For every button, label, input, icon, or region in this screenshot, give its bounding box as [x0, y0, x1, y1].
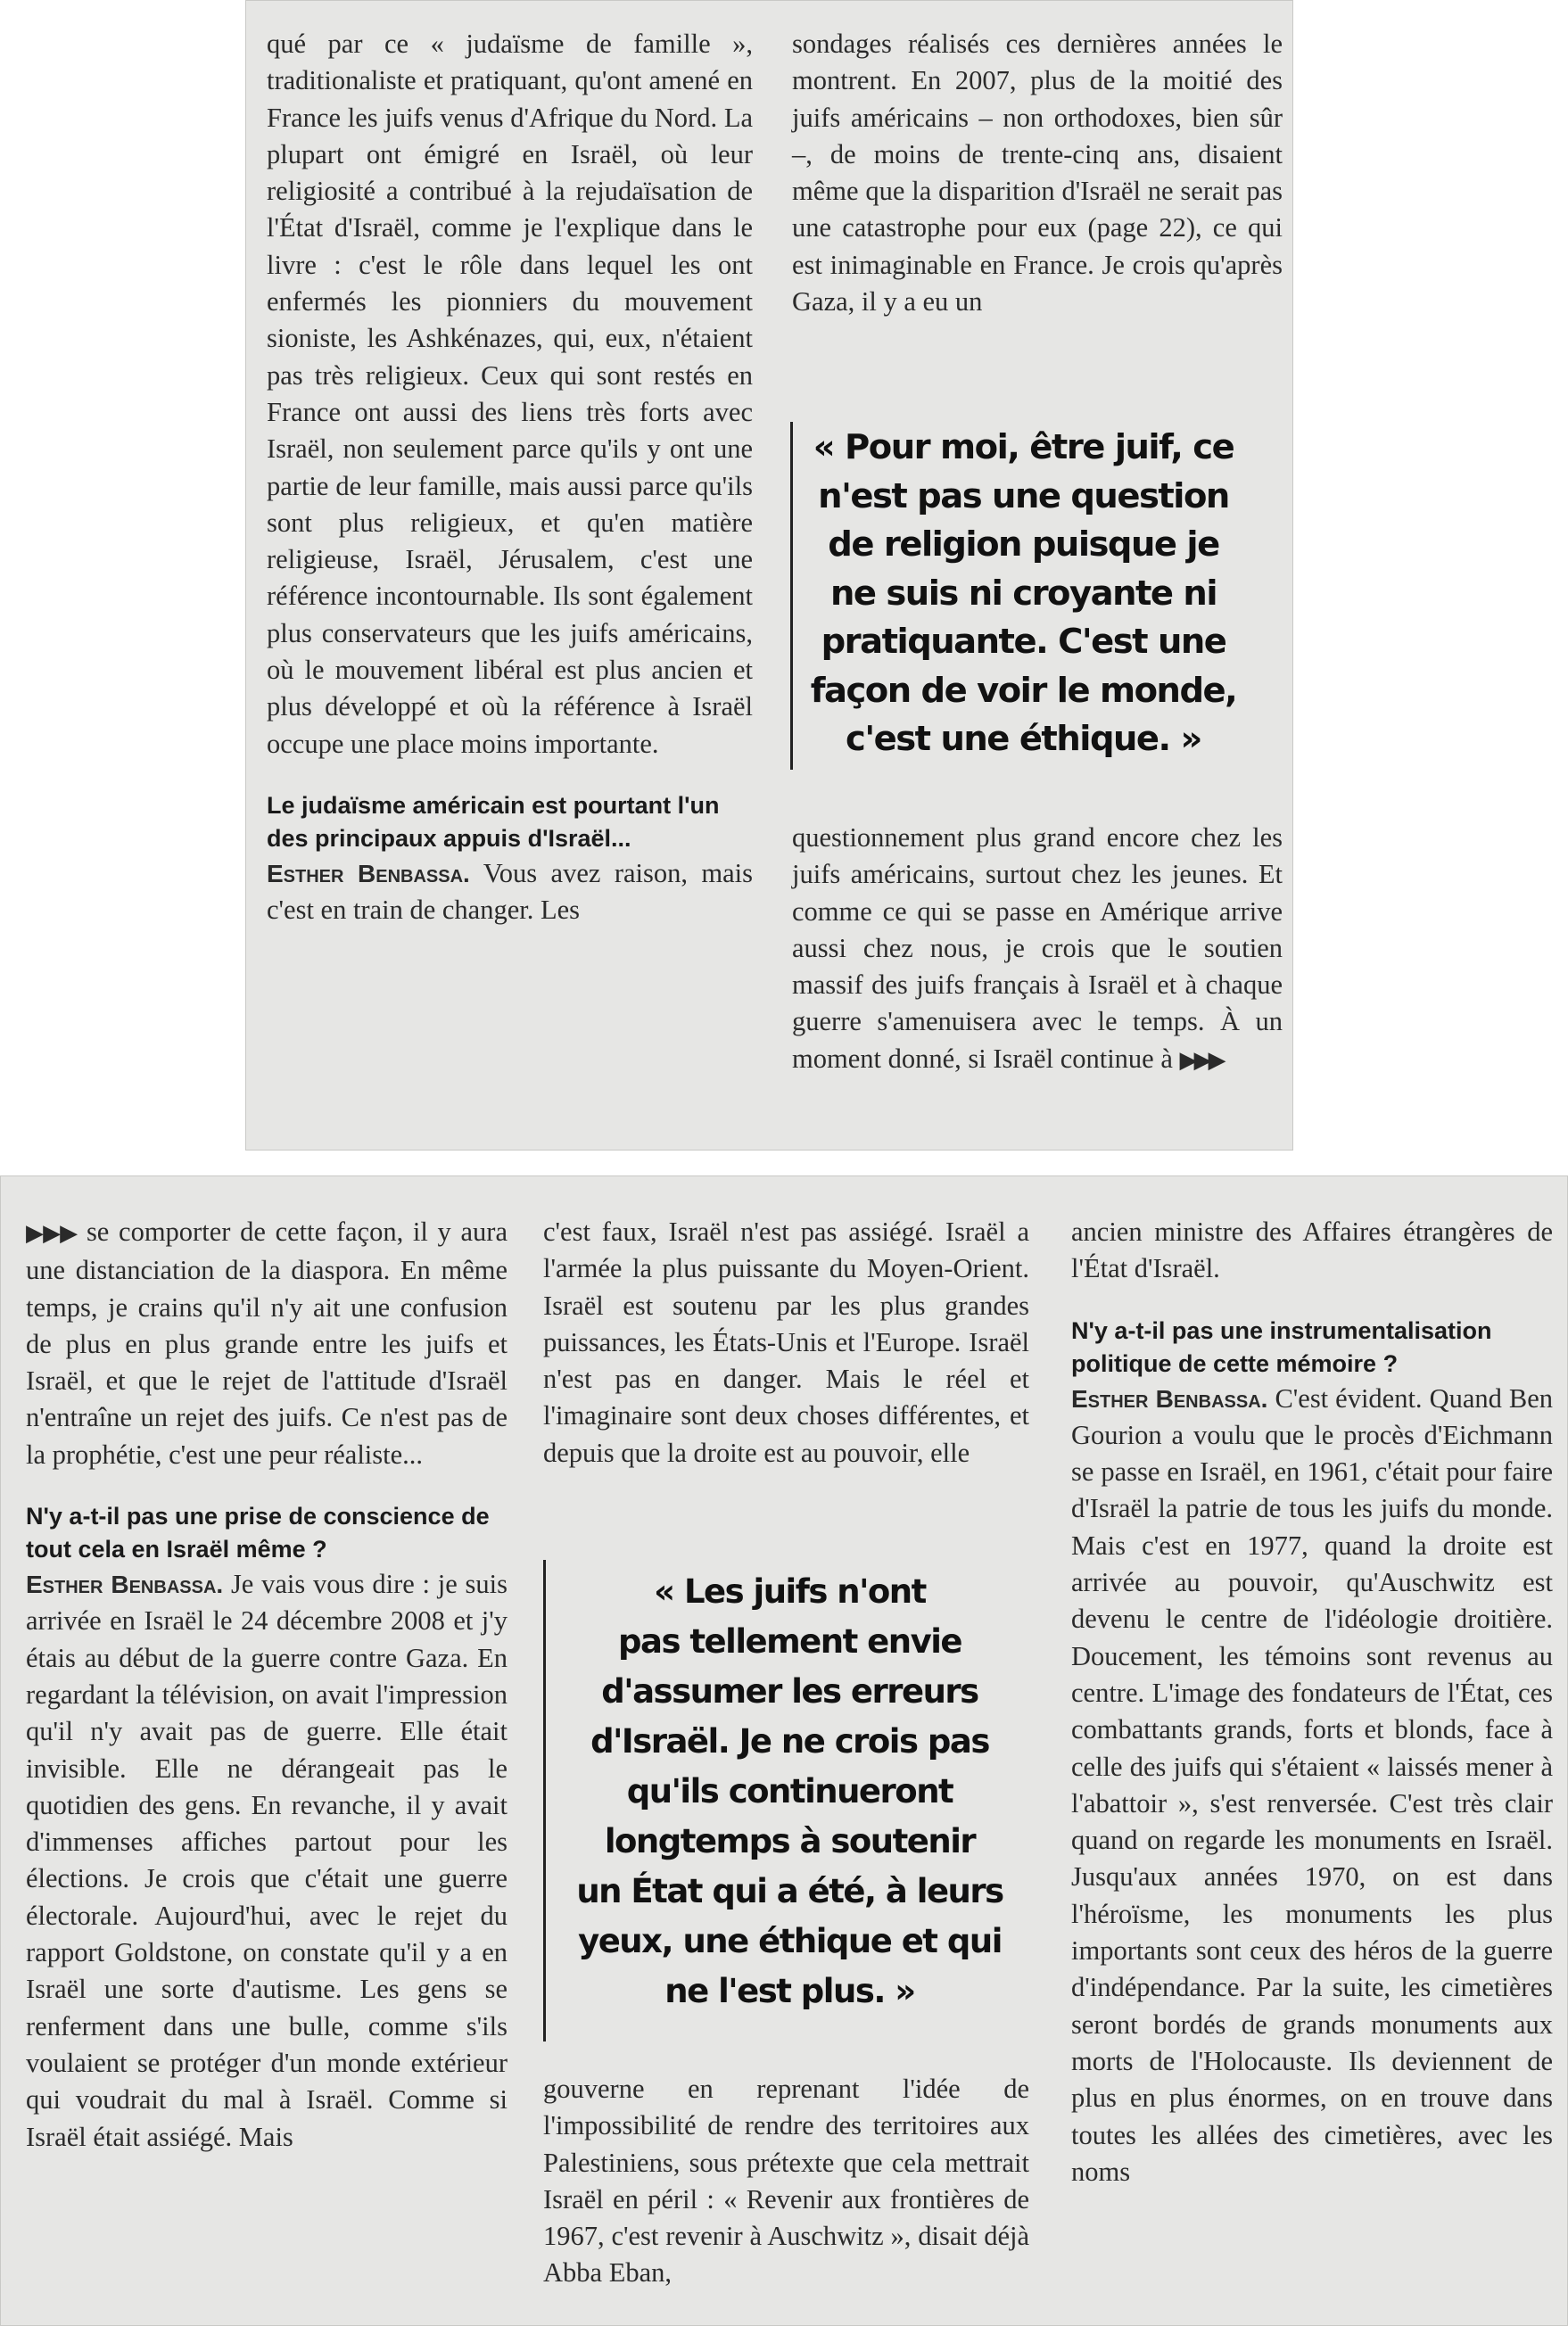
paragraph: qué par ce « judaïsme de famille », traditionaliste et pratiquant, qu'ont amené en France les juifs venus d'Afrique du Nord. La plupart ont émigré en Israël, où leur religiosité a contribué à la rejudaïsation de l'État d'Israël, comme je l'explique dans le livre : c'est le rôle dans lequel les ont enfermés les pionniers du mouvement sioniste, les Ashkénazes, qui, eux, n'étaient pas très religieux. Ceux qui sont restés en France ont aussi des liens très forts avec Israël, non seulement parce qu'ils y ont une partie de leur famille, mais aussi parce qu'ils sont plus religieux, et qu'en matière religieuse, Israël, Jérusalem, c'est une référence incontournable. Ils sont également plus conservateurs que les juifs américains, où le mouvement libéral est plus ancien et plus développé et où la référence à Israël occupe une place moins importante. — [267, 29, 753, 759]
pull-quote-line: d'Israël. Je ne crois pas — [590, 1722, 989, 1761]
answer-text: Vous avez raison, mais c'est en train de changer. Les — [267, 857, 754, 926]
pull-quote-line: qu'ils continueront — [626, 1772, 953, 1810]
column-bottom-middle-continued — [543, 2071, 1029, 2292]
pull-quote-bottom — [543, 1560, 1034, 2041]
pull-quote-line: pas tellement envie — [618, 1622, 961, 1661]
speaker-name: Esther Benbassa. — [1071, 1384, 1268, 1413]
pull-quote-line: « Les juifs n'ont — [654, 1572, 926, 1611]
pull-quote-line: façon de voir le monde, — [810, 670, 1237, 711]
interview-question: Le judaïsme américain est pourtant l'un des principaux appuis d'Israël... — [267, 791, 720, 852]
pull-quote-line: pratiquante. C'est une — [821, 622, 1226, 662]
pull-quote-line: longtemps à soutenir — [604, 1822, 976, 1860]
pull-quote-line: c'est une éthique. » — [846, 719, 1201, 759]
article-panel-bottom — [0, 1175, 1568, 2326]
column-top-right-continued — [792, 820, 1283, 1079]
article-panel-top — [245, 0, 1293, 1151]
paragraph: questionnement plus grand encore chez les juifs américains, surtout chez les jeunes. Et comme ce qui se passe en Amérique arrive aussi chez nous, je crois que le soutien massif des juifs français à Israël et à chaque guerre s'amenuisera avec le temps. À un moment donné, si Israël continue à — [792, 822, 1283, 1074]
paragraph: ancien ministre des Affaires étrangères de l'État d'Israël. — [1071, 1217, 1553, 1284]
pull-quote-line: yeux, une éthique et qui — [578, 1922, 1002, 1960]
pull-quote-line: un État qui a été, à leurs — [576, 1872, 1003, 1910]
continue-arrows-icon: ▶▶▶ — [26, 1220, 78, 1247]
paragraph: c'est faux, Israël n'est pas assiégé. Israël a l'armée la plus puissante du Moyen-Orient. Israël est soutenu par les plus grandes puissances, les États-Unis et l'Europe. Israël n'est pas en danger. Mais le réel et l'imaginaire sont deux choses différentes, et depuis que la droite est au pouvoir, elle — [543, 1217, 1029, 1468]
paragraph: se comporter de cette façon, il y aura une distanciation de la diaspora. En même temps, je crains qu'il n'y ait une confusion de plus en plus grande entre les juifs et Israël, et que le rejet de l'attitude d'Israël n'entraîne un rejet des juifs. Ce n'est pas de la prophétie, c'est une peur réaliste... — [26, 1217, 508, 1470]
column-top-right — [792, 26, 1283, 320]
interview-question: N'y a-t-il pas une prise de conscience de tout cela en Israël même ? — [26, 1503, 490, 1563]
column-bottom-middle — [543, 1214, 1029, 1472]
pull-quote-line: d'assumer les erreurs — [601, 1672, 978, 1711]
column-top-left — [267, 26, 753, 929]
continue-arrows-icon: ▶▶▶ — [1179, 1046, 1223, 1074]
pull-quote-line: ne suis ni croyante ni — [829, 573, 1217, 614]
answer-text: Je vais vous dire : je suis arrivée en Israël le 24 décembre 2008 et j'y étais au début de la guerre contre Gaza. En regardant la télévision, on avait l'impression qu'il n'y avait pas de guerre. Elle était invisible. Elle ne dérangeait pas le quotidien des gens. En revanche, il y avait d'immenses affiches partout pour les élections. Je crois que c'était une guerre électorale. Aujourd'hui, avec le rejet du rapport Goldstone, on constate qu'il y a en Israël une sorte d'autisme. Les gens se renferment dans une bulle, comme s'ils voulaient se protéger d'un monde extérieur qui voudrait du mal à Israël. Comme si Israël était assiégé. Mais — [26, 1569, 508, 2152]
interview-question: N'y a-t-il pas une instrumentalisation politique de cette mémoire ? — [1071, 1316, 1492, 1377]
speaker-name: Esther Benbassa. — [26, 1571, 224, 1599]
column-bottom-right — [1071, 1214, 1553, 2190]
pull-quote-line: n'est pas une question — [818, 475, 1229, 516]
pull-quote-line: de religion puisque je — [828, 524, 1219, 565]
pull-quote-top — [790, 422, 1254, 770]
speaker-name: Esther Benbassa. — [267, 859, 470, 887]
pull-quote-line: ne l'est plus. » — [664, 1972, 915, 2010]
column-bottom-left — [26, 1214, 508, 2156]
answer-text: C'est évident. Quand Ben Gourion a voulu que le procès d'Eichmann se passe en Israël, en 1961, c'était pour faire d'Israël la patrie de tous les juifs du monde. Mais c'est en 1977, quand la droite est arrivée au pouvoir, qu'Auschwitz est devenu le centre de l'idéologie droitière. Doucement, les témoins sont revenus au centre. L'image des fondateurs de l'État, ces combattants grands, forts et blonds, face à celle des juifs qui s'étaient « laissés mener à l'abattoir », s'est renversée. C'est très clair quand on regarde les monuments en Israël. Jusqu'aux années 1970, on est dans l'héroïsme, les monuments les plus importants sont ceux des héros de la guerre d'indépendance. Par la suite, les cimetières seront bordés de grands monuments aux morts de l'Holocauste. Ils deviennent de plus en plus énormes, on en trouve dans toutes les allées des cimetières, avec les noms — [1071, 1382, 1554, 2187]
paragraph: sondages réalisés ces dernières années le montrent. En 2007, plus de la moitié des juifs américains – non orthodoxes, bien sûr –, de moins de trente-cinq ans, disaient même que la disparition d'Israël ne serait pas une catastrophe pour eux (page 22), ce qui est inimaginable en France. Je crois qu'après Gaza, il y a eu un — [792, 29, 1283, 318]
paragraph: gouverne en reprenant l'idée de l'impossibilité de rendre des territoires aux Palestiniens, sous prétexte que cela mettrait Israël en péril : « Revenir aux frontières de 1967, c'est revenir à Auschwitz », disait déjà Abba Eban, — [543, 2074, 1029, 2289]
pull-quote-line: « Pour moi, être juif, ce — [813, 427, 1234, 467]
